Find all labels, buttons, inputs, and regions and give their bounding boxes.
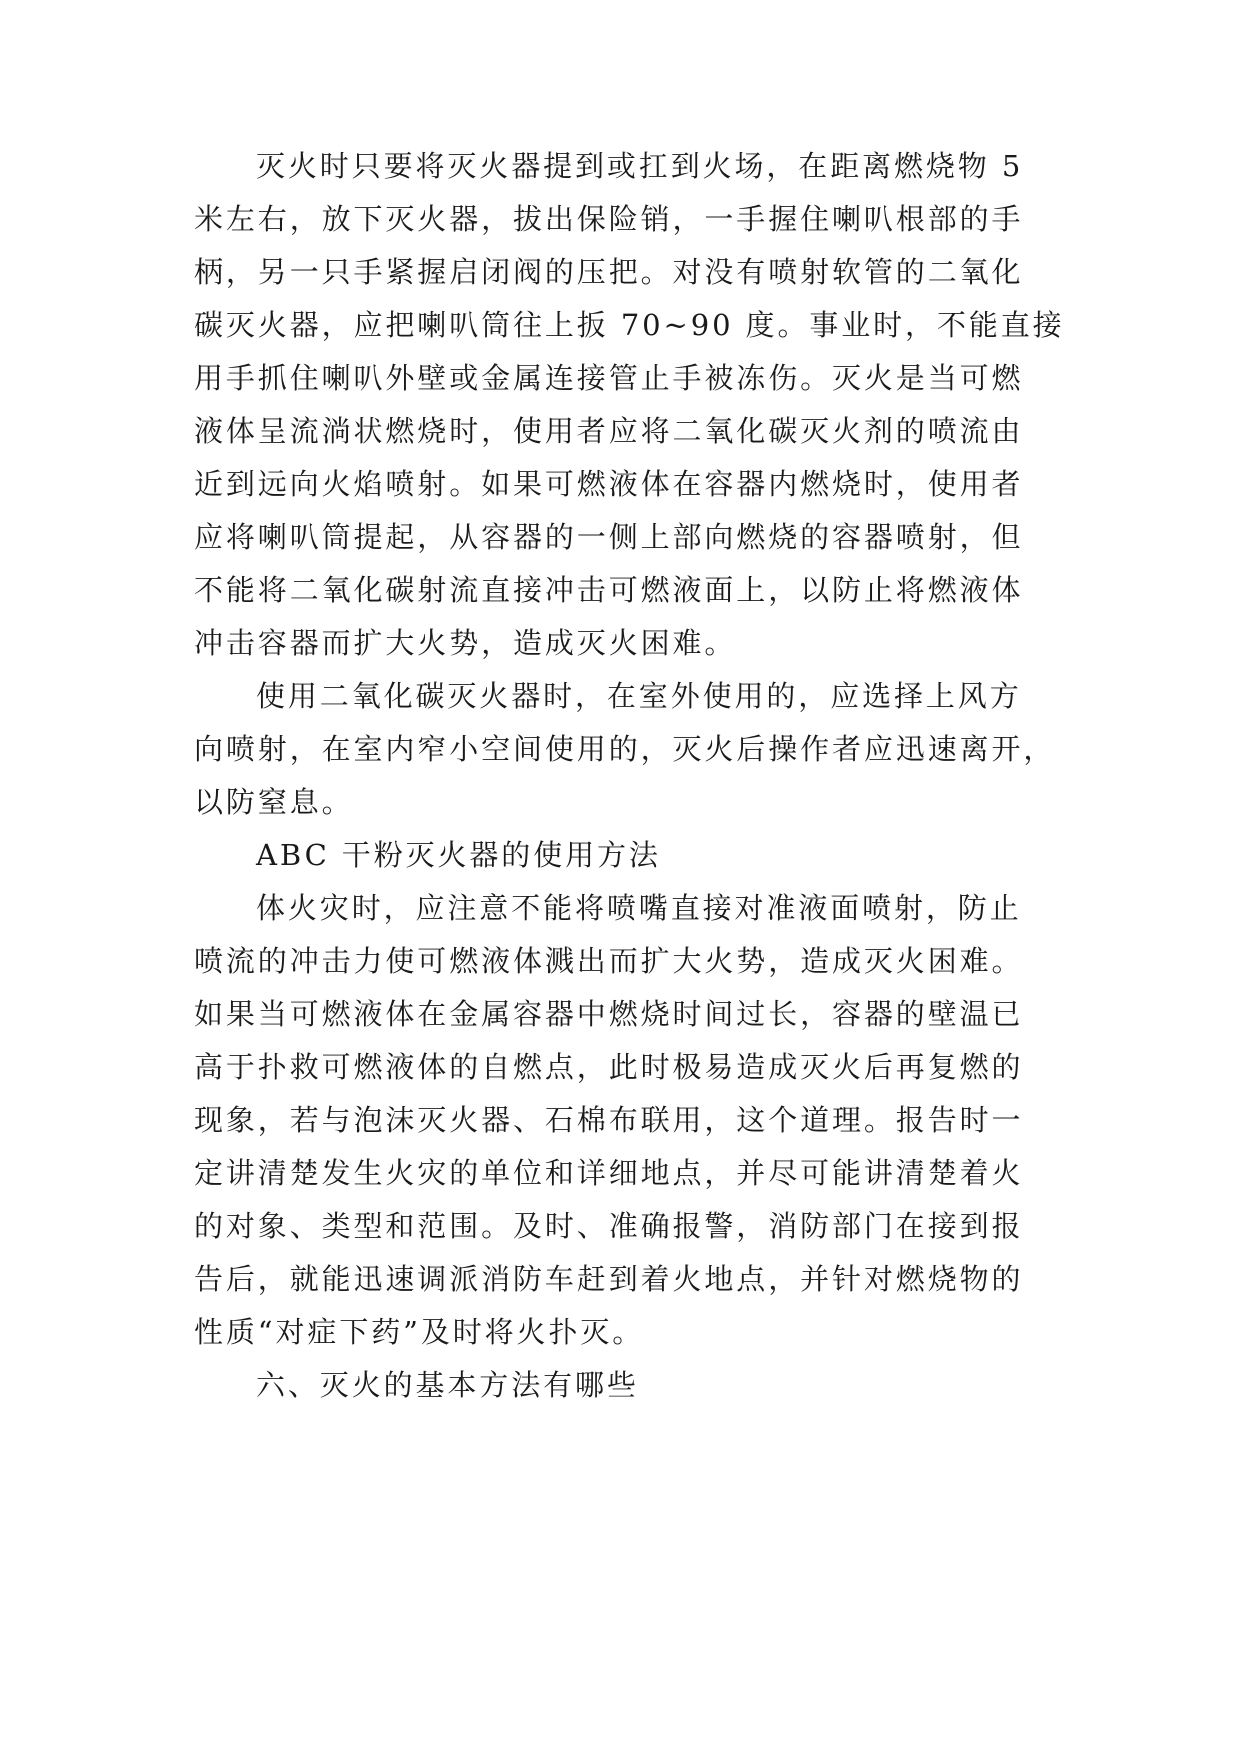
section-heading-abc-extinguisher: ABC 干粉灭火器的使用方法 (256, 838, 661, 872)
paragraph-3-line-8: 告后，就能迅速调派消防车赶到着火地点，并针对燃烧物的 (194, 1262, 1024, 1296)
paragraph-3-line-1: 体火灾时，应注意不能将喷嘴直接对准液面喷射，防止 (256, 891, 1022, 925)
paragraph-1-line-9: 不能将二氧化碳射流直接冲击可燃液面上，以防止将燃液体 (194, 573, 1024, 607)
paragraph-3-line-4: 高于扑救可燃液体的自燃点，此时极易造成灭火后再复燃的 (194, 1050, 1024, 1084)
paragraph-1-line-4: 碳灭火器，应把喇叭筒往上扳 70~90 度。事业时，不能直接 (194, 308, 1065, 342)
paragraph-1-line-10: 冲击容器而扩大火势，造成灭火困难。 (194, 626, 737, 660)
paragraph-3-line-3: 如果当可燃液体在金属容器中燃烧时间过长，容器的壁温已 (194, 997, 1024, 1031)
paragraph-2-line-3: 以防窒息。 (194, 785, 354, 819)
paragraph-3-line-5: 现象，若与泡沫灭火器、石棉布联用，这个道理。报告时一 (194, 1103, 1024, 1137)
paragraph-3-line-7: 的对象、类型和范围。及时、准确报警，消防部门在接到报 (194, 1209, 1024, 1243)
paragraph-1-line-1: 灭火时只要将灭火器提到或扛到火场，在距离燃烧物 5 (256, 149, 1024, 183)
paragraph-2-line-1: 使用二氧化碳灭火器时，在室外使用的，应选择上风方 (256, 679, 1022, 713)
paragraph-1-line-7: 近到远向火焰喷射。如果可燃液体在容器内燃烧时，使用者 (194, 467, 1024, 501)
paragraph-1-line-3: 柄，另一只手紧握启闭阀的压把。对没有喷射软管的二氧化 (194, 255, 1024, 289)
paragraph-1-line-2: 米左右，放下灭火器，拔出保险销，一手握住喇叭根部的手 (194, 202, 1024, 236)
paragraph-1-line-8: 应将喇叭筒提起，从容器的一侧上部向燃烧的容器喷射，但 (194, 520, 1024, 554)
paragraph-3-line-6: 定讲清楚发生火灾的单位和详细地点，并尽可能讲清楚着火 (194, 1156, 1024, 1190)
paragraph-1-line-5: 用手抓住喇叭外壁或金属连接管止手被冻伤。灭火是当可燃 (194, 361, 1024, 395)
section-heading-basic-methods: 六、灭火的基本方法有哪些 (256, 1368, 639, 1402)
paragraph-2-line-2: 向喷射，在室内窄小空间使用的，灭火后操作者应迅速离开， (194, 732, 1056, 766)
paragraph-3-line-2: 喷流的冲击力使可燃液体溅出而扩大火势，造成灭火困难。 (194, 944, 1024, 978)
paragraph-1-line-6: 液体呈流淌状燃烧时，使用者应将二氧化碳灭火剂的喷流由 (194, 414, 1024, 448)
paragraph-3-line-9: 性质“对症下药”及时将火扑灭。 (194, 1315, 645, 1349)
